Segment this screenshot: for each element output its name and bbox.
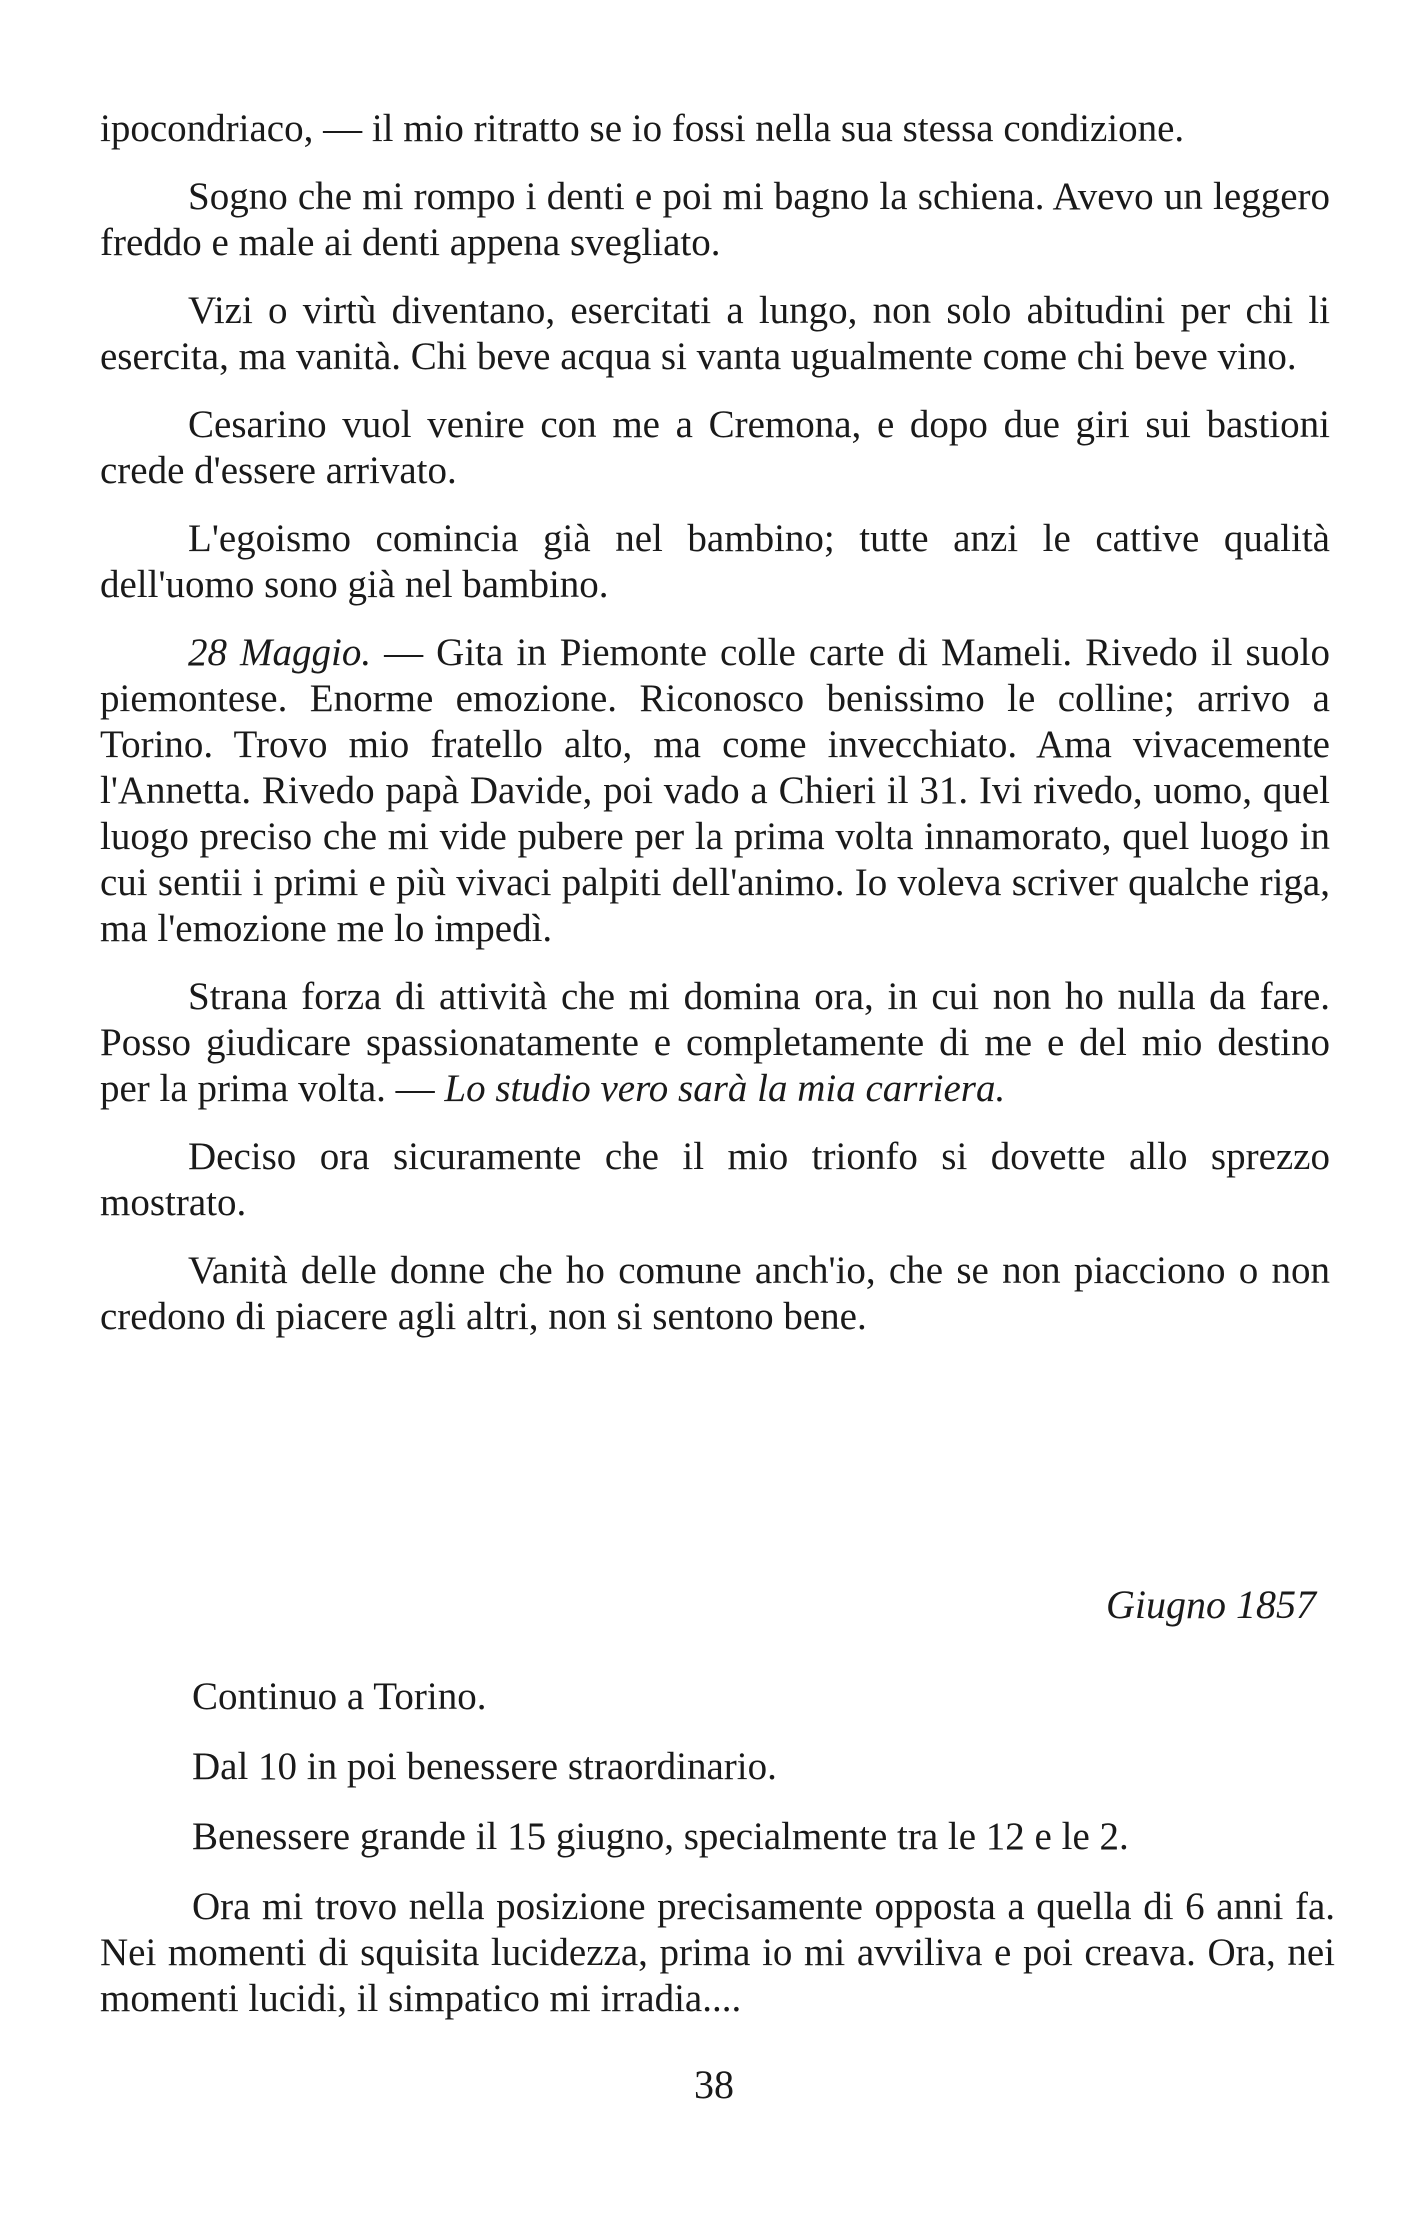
paragraph: Deciso ora sicuramente che il mio trionfo si dovette allo sprezzo mostrato. (100, 1135, 1330, 1224)
paragraph: Vizi o virtù diventano, esercitati a lungo, non solo abitudini per chi li esercita, ma vanità. Chi beve acqua si vanta ugualmente come chi beve vino. (100, 289, 1330, 378)
paragraph: Ora mi trovo nella posizione precisamente opposta a quella di 6 anni fa. Nei momenti di squisita lucidezza, prima io mi avviliva e poi creava. Ora, nei momenti lucidi, il simpatico mi irradia.... (100, 1885, 1335, 2020)
body-text-part1 (100, 106, 1330, 1340)
paragraph: L'egoismo comincia già nel bambino; tutte anzi le cattive qualità dell'uomo sono già nel bambino. (100, 517, 1330, 606)
paragraph: Sogno che mi rompo i denti e poi mi bagno la schiena. Avevo un leggero freddo e male ai denti appena svegliato. (100, 175, 1330, 264)
paragraph-dated-entry (100, 630, 1330, 952)
page-number: 38 (694, 2062, 734, 2107)
entry-date: 28 Maggio. (188, 631, 372, 674)
paragraph: ipocondriaco, — il mio ritratto se io fossi nella sua stessa condizione. (100, 107, 1185, 150)
paragraph: Vanità delle donne che ho comune anch'io, che se non piacciono o non credono di piacere agli altri, non si sentono bene. (100, 1249, 1330, 1338)
paragraph: Dal 10 in poi benessere straordinario. (192, 1745, 777, 1788)
italic-phrase: Lo studio vero sarà la mia carriera. (444, 1067, 1006, 1110)
paragraph: Continuo a Torino. (192, 1675, 487, 1718)
section-date-heading: Giugno 1857 (1106, 1582, 1316, 1627)
paragraph-text: Strana forza di attività che mi domina ora, in cui non ho nulla da fare. Posso giudicare spassionatamente e completamente di me e del mio destino per la prima volta. — (100, 975, 1330, 1110)
paragraph: Cesarino vuol venire con me a Cremona, e dopo due giri sui bastioni crede d'essere arrivato. (100, 403, 1330, 492)
paragraph (100, 974, 1330, 1112)
entry-text: — Gita in Piemonte colle carte di Mameli. Rivedo il suolo piemontese. Enorme emozione. Riconosco benissimo le colline; arrivo a Torino. Trovo mio fratello alto, ma come invecchiato. Ama vivacemente l'Annetta. Rivedo papà Davide, poi vado a Chieri il 31. Ivi rivedo, uomo, quel luogo preciso che mi vide pubere per la prima volta innamorato, quel luogo in cui sentii i primi e più vivaci palpiti dell'animo. Io voleva scriver qualche riga, ma l'emozione me lo impedì. (100, 631, 1330, 950)
paragraph: Benessere grande il 15 giugno, specialmente tra le 12 e le 2. (192, 1815, 1129, 1858)
body-text-part2 (100, 1674, 1335, 2022)
